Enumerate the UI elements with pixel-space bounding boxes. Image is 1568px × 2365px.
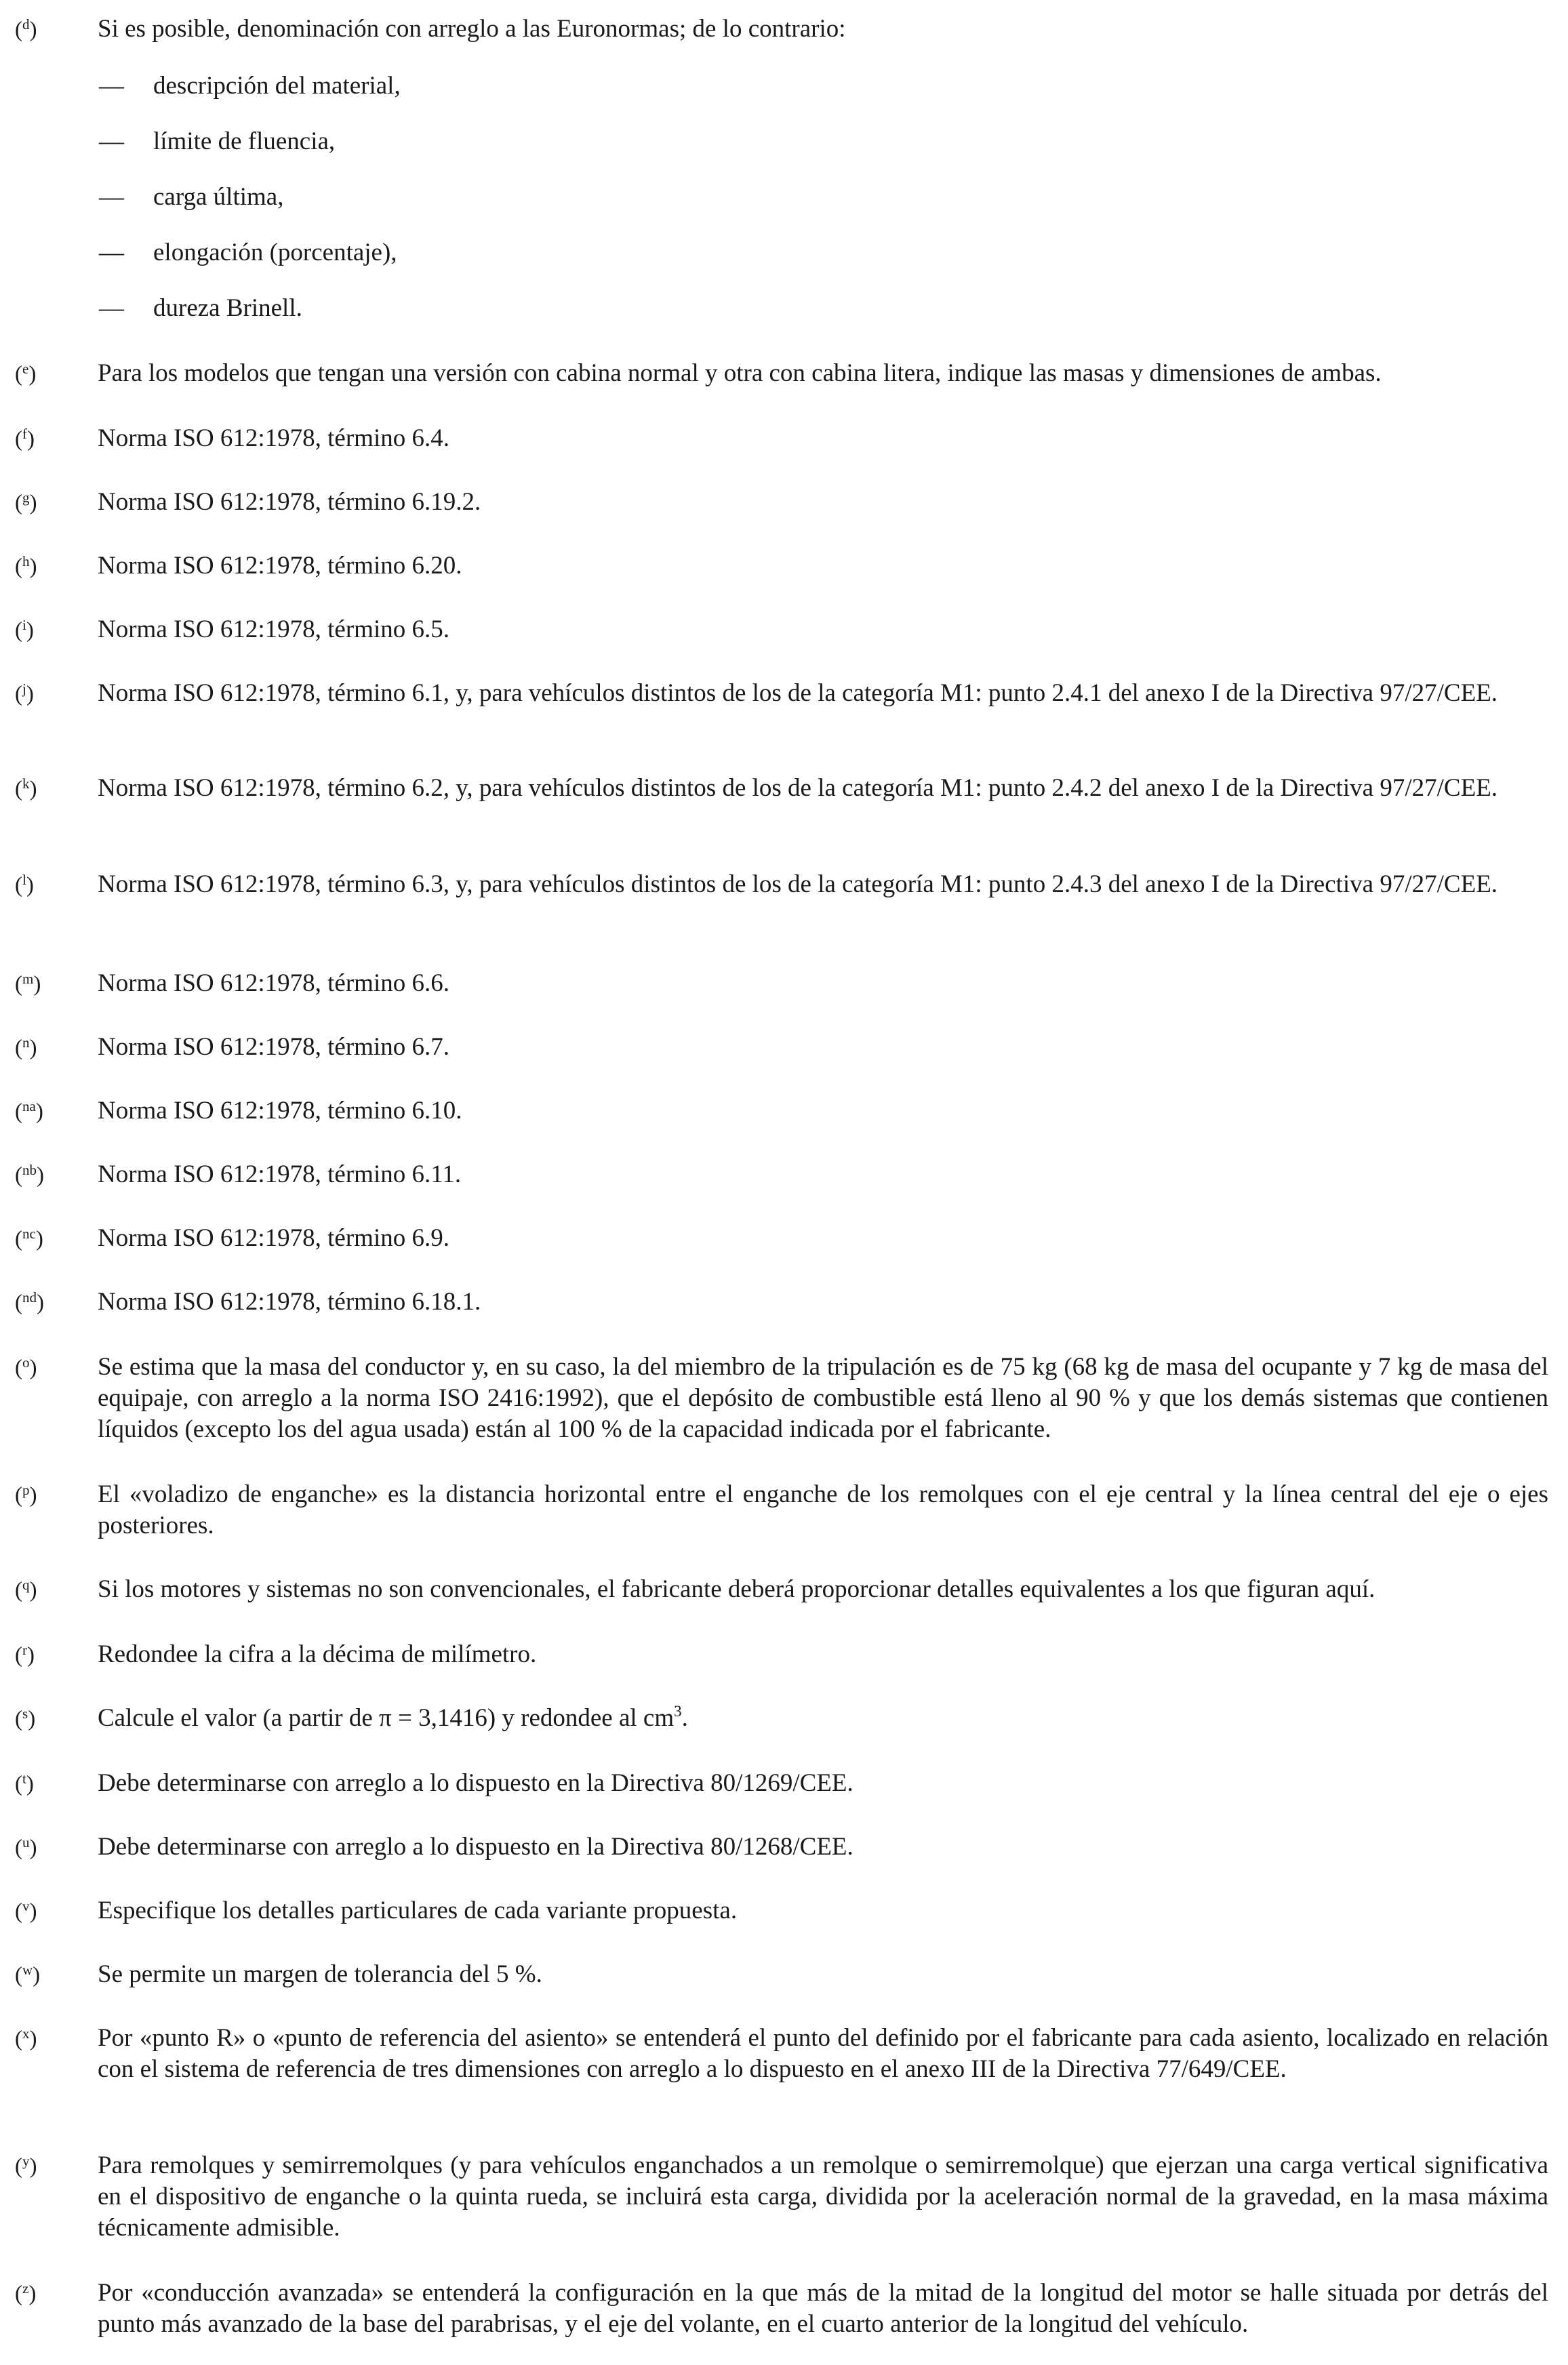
list-item-text: carga última, <box>153 183 284 211</box>
list-item <box>0 237 1568 268</box>
footnote-marker: ($^q$) <box>15 1577 37 1602</box>
dash-bullet: — <box>99 239 124 266</box>
footnote-text: Especifique los detalles particulares de cada variante propuesta. <box>98 1897 738 1924</box>
footnote-marker: ($^k$) <box>15 775 37 801</box>
footnote-marker: ($^u$) <box>15 1834 37 1860</box>
list-item <box>0 70 1568 102</box>
list-item-text: descripción del material, <box>153 72 401 100</box>
footnote-text: Norma ISO 612:1978, término 6.10. <box>98 1097 462 1125</box>
footnote-marker: ($^r$) <box>15 1642 35 1667</box>
footnote-marker: ($^m$) <box>15 971 41 996</box>
footnote-text: Norma ISO 612:1978, término 6.19.2. <box>98 488 481 516</box>
footnote-marker: ($^t$) <box>15 1771 34 1796</box>
footnote-marker: ($^g$) <box>15 489 37 515</box>
footnote-marker: ($^n$) <box>15 1034 37 1060</box>
footnote-marker: ($^{nc}$) <box>15 1226 43 1251</box>
footnote-text: Calcule el valor (a partir de π = 3,1416) y redondee al $cm^3$. <box>98 1703 688 1732</box>
footnote-marker: ($^x$) <box>15 2025 37 2051</box>
footnote-text: Norma ISO 612:1978, término 6.4. <box>98 424 449 452</box>
footnote-text: Norma ISO 612:1978, término 6.9. <box>98 1224 449 1252</box>
footnote-text: Norma ISO 612:1978, término 6.20. <box>98 552 462 580</box>
footnote-marker: ($^d$) <box>15 16 37 42</box>
list-item-text: dureza Brinell. <box>153 294 302 322</box>
dash-bullet: — <box>99 72 124 100</box>
footnote-marker: ($^{nd}$) <box>15 1289 44 1315</box>
list-item <box>0 293 1568 324</box>
footnote-marker: ($^o$) <box>15 1354 37 1380</box>
dash-bullet: — <box>99 183 124 211</box>
footnote-marker: ($^{na}$) <box>15 1098 43 1124</box>
footnote-text: Norma ISO 612:1978, término 6.18.1. <box>98 1288 481 1316</box>
footnote-text: Norma ISO 612:1978, término 6.11. <box>98 1160 462 1188</box>
list-item-text: límite de fluencia, <box>153 127 336 155</box>
dash-bullet: — <box>99 127 124 155</box>
footnote-marker: ($^e$) <box>15 361 37 386</box>
footnote-text: Norma ISO 612:1978, término 6.2, y, para vehículos distintos de los de la categoría M1: punto 2.4.2 del anexo I de la Directiva 97/27/CEE. <box>98 774 1498 802</box>
footnote-marker: ($^l$) <box>15 872 34 897</box>
footnote-text: Norma ISO 612:1978, término 6.5. <box>98 615 449 643</box>
list-item-text: elongación (porcentaje), <box>153 239 397 266</box>
footnote-text: Redondee la cifra a la décima de milímetro. <box>98 1640 537 1668</box>
footnote-text: Si los motores y sistemas no son convencionales, el fabricante deberá proporcionar detalles equivalentes a los que figuran aquí. <box>98 1575 1375 1603</box>
footnote-text: Si es posible, denominación con arreglo a las Euronormas; de lo contrario: <box>98 15 846 43</box>
footnote-text: Para remolques y semirremolques (y para vehículos enganchados a un remolque o semirremolque) que ejerzan una carga vertical significativa en el dispositivo de enganche o la quinta rueda, se incluirá esta carga, dividida por la aceleración normal de la gravedad, en la masa máxima técnicamente admisible. <box>98 2151 1548 2242</box>
footnote-marker: ($^j$) <box>15 681 34 706</box>
list-item <box>0 126 1568 157</box>
footnote-marker: ($^p$) <box>15 1482 37 1508</box>
footnote-marker: ($^w$) <box>15 1962 41 1987</box>
footnote-text: Se estima que la masa del conductor y, en su caso, la del miembro de la tripulación es de 75 kg (68 kg de masa del ocupante y 7 kg de masa del equipaje, con arreglo a la norma ISO 2416:1992), que el depósito de combustible está lleno al 90 % y que los demás sistemas que contienen líquidos (excepto los del agua usada) están al 100 % de la capacidad indicada por el fabricante. <box>98 1353 1548 1443</box>
footnote-marker: ($^i$) <box>15 617 34 643</box>
footnote-marker: ($^f$) <box>15 426 35 451</box>
footnote-text: Norma ISO 612:1978, término 6.7. <box>98 1033 449 1061</box>
footnote-text: Norma ISO 612:1978, término 6.6. <box>98 969 449 997</box>
footnote-text: Debe determinarse con arreglo a lo dispuesto en la Directiva 80/1268/CEE. <box>98 1833 853 1861</box>
footnote-marker: ($^s$) <box>15 1705 36 1731</box>
footnote-text: Para los modelos que tengan una versión con cabina normal y otra con cabina litera, indique las masas y dimensiones de ambas. <box>98 359 1382 387</box>
footnote-marker: ($^z$) <box>15 2280 37 2306</box>
footnote-text: Por «conducción avanzada» se entenderá la configuración en la que más de la mitad de la longitud del motor se halle situada por detrás del punto más avanzado de la base del parabrisas, y el eje del volante, en el cuarto anterior de la longitud del vehículo. <box>98 2279 1548 2338</box>
footnote-marker: ($^{nb}$) <box>15 1162 44 1188</box>
list-item <box>0 182 1568 213</box>
footnote-text: Norma ISO 612:1978, término 6.3, y, para vehículos distintos de los de la categoría M1: punto 2.4.3 del anexo I de la Directiva 97/27/CEE. <box>98 870 1498 898</box>
footnote-text: Norma ISO 612:1978, término 6.1, y, para vehículos distintos de los de la categoría M1: punto 2.4.1 del anexo I de la Directiva 97/27/CEE. <box>98 679 1498 707</box>
footnote-text: Por «punto R» o «punto de referencia del asiento» se entenderá el punto del definido por el fabricante para cada asiento, localizado en relación con el sistema de referencia de tres dimensiones con arreglo a lo dispuesto en el anexo III de la Directiva 77/649/CEE. <box>98 2024 1548 2083</box>
footnote-text: Debe determinarse con arreglo a lo dispuesto en la Directiva 80/1269/CEE. <box>98 1769 853 1797</box>
footnote-text: El «voladizo de enganche» es la distancia horizontal entre el enganche de los remolques con el eje central y la línea central del eje o ejes posteriores. <box>98 1480 1548 1539</box>
footnote-text: Se permite un margen de tolerancia del 5 %. <box>98 1960 542 1988</box>
dash-bullet: — <box>99 294 124 322</box>
footnote-marker: ($^h$) <box>15 553 37 579</box>
footnote-marker: ($^v$) <box>15 1898 37 1924</box>
footnote-marker: ($^y$) <box>15 2153 37 2179</box>
